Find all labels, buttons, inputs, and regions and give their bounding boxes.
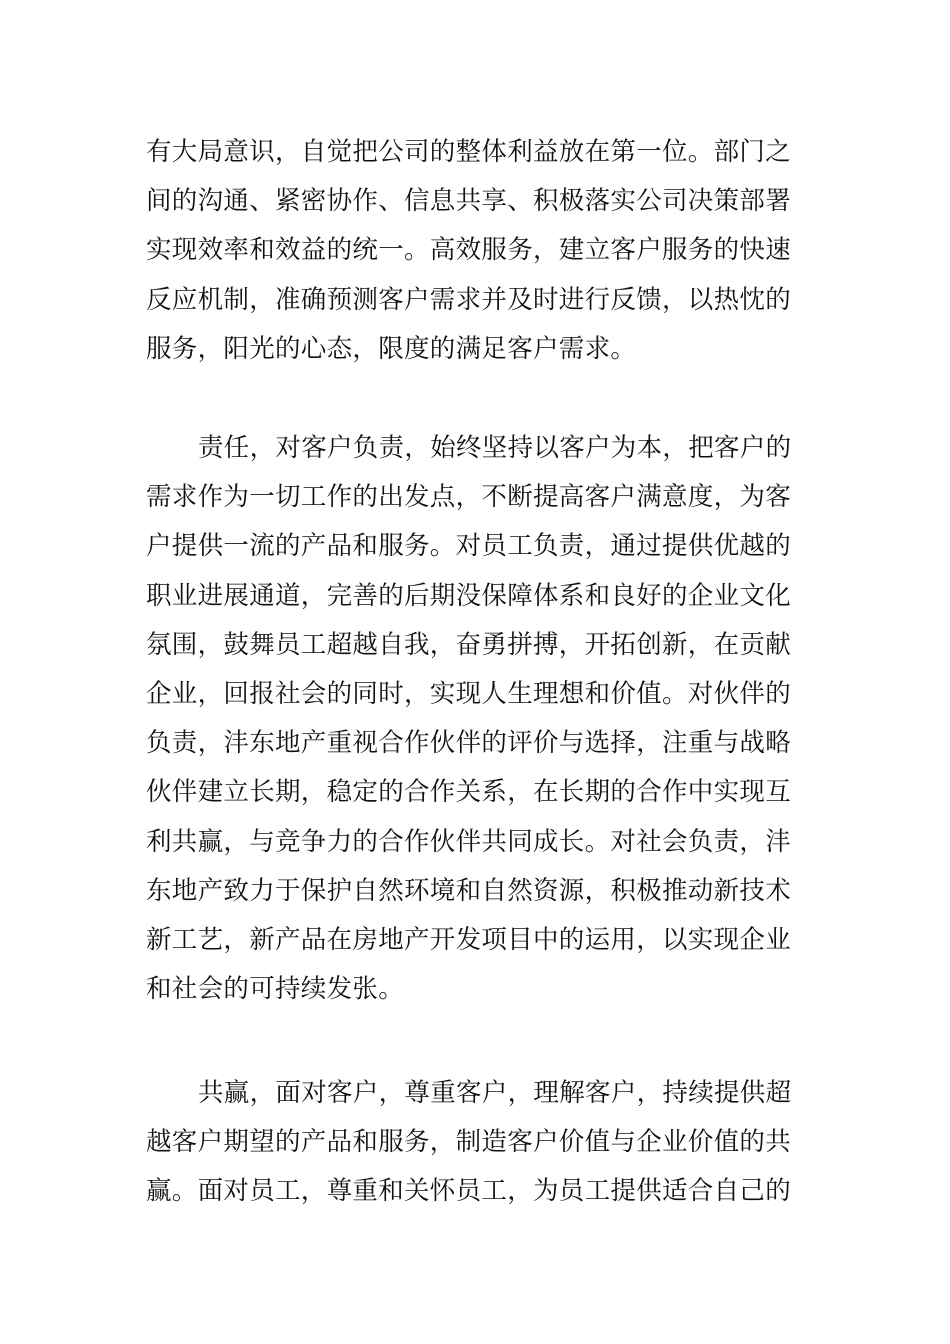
text-line: 实现效率和效益的统一。高效服务，建立客户服务的快速	[146, 235, 792, 266]
text-line: 职业进展通道，完善的后期没保障体系和良好的企业文化	[146, 580, 792, 611]
text-line: 负责，沣东地产重视合作伙伴的评价与选择，注重与战略	[146, 728, 792, 759]
text-line: 有大局意识，自觉把公司的整体利益放在第一位。部门之	[146, 137, 792, 167]
text-line: 间的沟通、紧密协作、信息共享、积极落实公司决策部署	[146, 186, 792, 217]
text-line: 户提供一流的产品和服务。对员工负责，通过提供优越的	[146, 531, 792, 562]
text-line: 利共赢，与竞争力的合作伙伴共同成长。对社会负责，沣	[146, 826, 792, 857]
paragraph-2	[146, 424, 806, 1014]
text-line: 氛围，鼓舞员工超越自我，奋勇拼搏，开拓创新，在贡献	[146, 629, 792, 660]
paragraph-1	[146, 128, 806, 374]
text-line: 需求作为一切工作的出发点，不断提高客户满意度，为客	[146, 482, 792, 513]
text-line: 东地产致力于保护自然环境和自然资源，积极推动新技术	[146, 875, 792, 906]
text-line: 反应机制，准确预测客户需求并及时进行反馈，以热忱的	[146, 284, 792, 315]
text-line: 越客户期望的产品和服务，制造客户价值与企业价值的共	[146, 1127, 792, 1158]
text-line-first: 责任，对客户负责，始终坚持以客户为本，把客户的	[198, 433, 792, 463]
text-line: 企业，回报社会的同时，实现人生理想和价值。对伙伴的	[146, 679, 792, 710]
text-line: 赢。面对员工，尊重和关怀员工，为员工提供适合自己的	[146, 1176, 792, 1207]
text-line: 和社会的可持续发张。	[146, 974, 405, 1005]
text-line: 伙伴建立长期，稳定的合作关系，在长期的合作中实现互	[146, 777, 792, 808]
text-line: 服务，阳光的心态，限度的满足客户需求。	[146, 333, 637, 364]
text-line-first: 共赢，面对客户，尊重客户，理解客户，持续提供超	[198, 1078, 792, 1108]
text-line: 新工艺，新产品在房地产开发项目中的运用，以实现企业	[146, 925, 792, 956]
paragraph-3	[146, 1069, 806, 1217]
